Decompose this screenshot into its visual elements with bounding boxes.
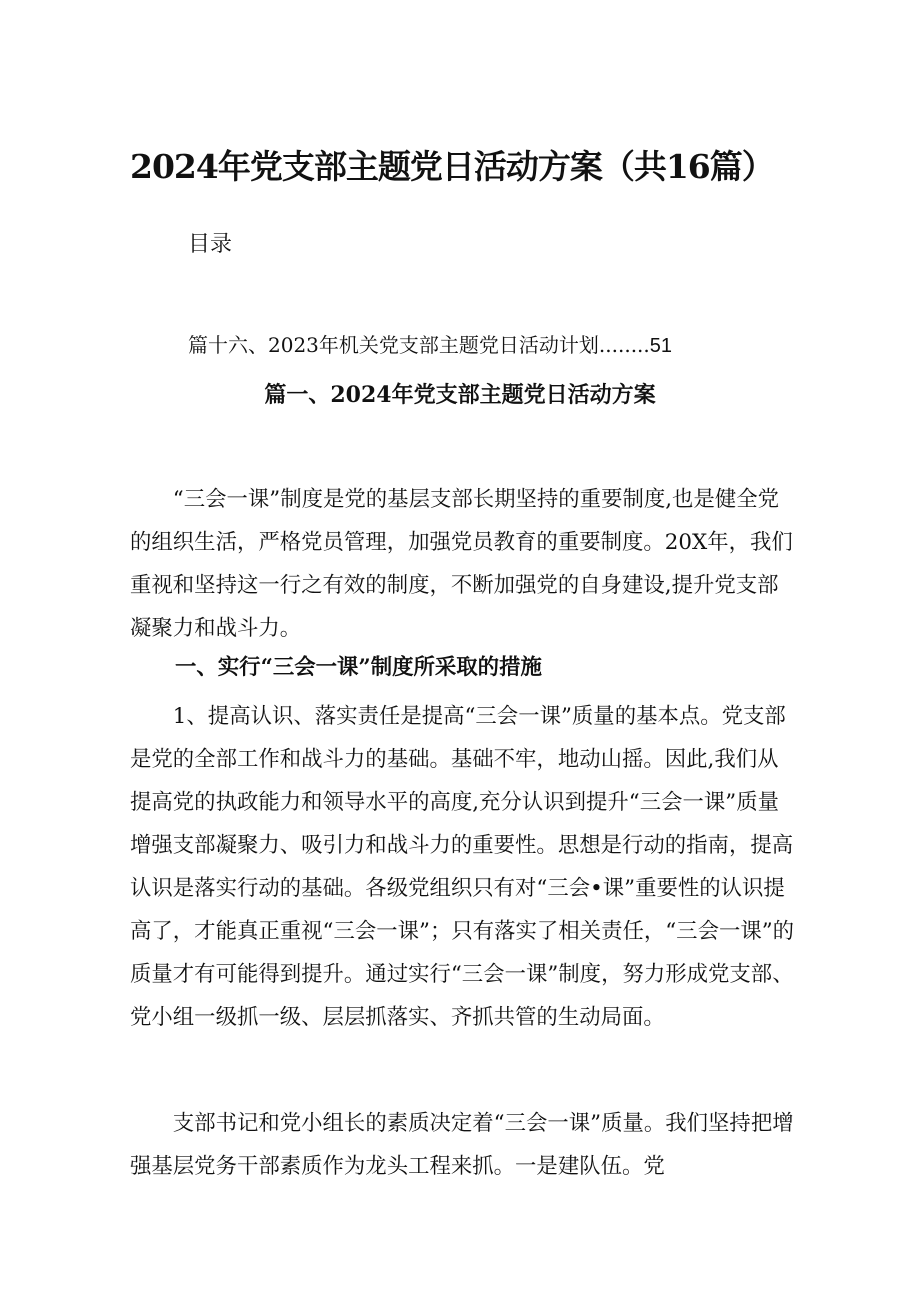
document-title: 2024年党支部主题党日活动方案（共16篇） bbox=[130, 147, 774, 186]
toc-entry-leader: ........ bbox=[598, 333, 650, 357]
section-heading: 一、实行“三会一课”制度所采取的措施 bbox=[175, 655, 542, 680]
toc-entry-label: 篇十六、2023年机关党支部主题党日活动计划 bbox=[188, 333, 599, 357]
toc-heading: 目录 bbox=[188, 232, 233, 257]
paragraph-measure-2: 支部书记和党小组长的素质决定着“三会一课”质量。我们坚持把增强基层党务干部素质作为龙头工程来抓。一是建队伍。党 bbox=[130, 1111, 794, 1179]
toc-entry[interactable] bbox=[188, 330, 672, 361]
paragraph-measure-1: 1、提高认识、落实责任是提高“三会一课”质量的基本点。党支部是党的全部工作和战斗力的基础。基础不牢，地动山摇。因此,我们从提高党的执政能力和领导水平的高度,充分认识到提升“三会一课”质量增强支部凝聚力、吸引力和战斗力的重要性。思想是行动的指南，提高认识是落实行动的基础。各级党组织只有对“三会•课”重要性的认识提高了，才能真正重视“三会一课”；只有落实了相关责任，“三会一课”的质量才有可能得到提升。通过实行“三会一课”制度，努力形成党支部、党小组一级抓一级、层层抓落实、齐抓共管的生动局面。 bbox=[130, 704, 795, 1030]
paragraph-intro: “三会一课”制度是党的基层支部长期坚持的重要制度,也是健全党的组织生活，严格党员管理，加强党员教育的重要制度。20X年，我们重视和坚持这一行之有效的制度，不断加强党的自身建设,提升党支部凝聚力和战斗力。 bbox=[130, 487, 793, 641]
toc-entry-page: 51 bbox=[649, 335, 673, 357]
chapter-title: 篇一、2024年党支部主题党日活动方案 bbox=[264, 382, 656, 408]
